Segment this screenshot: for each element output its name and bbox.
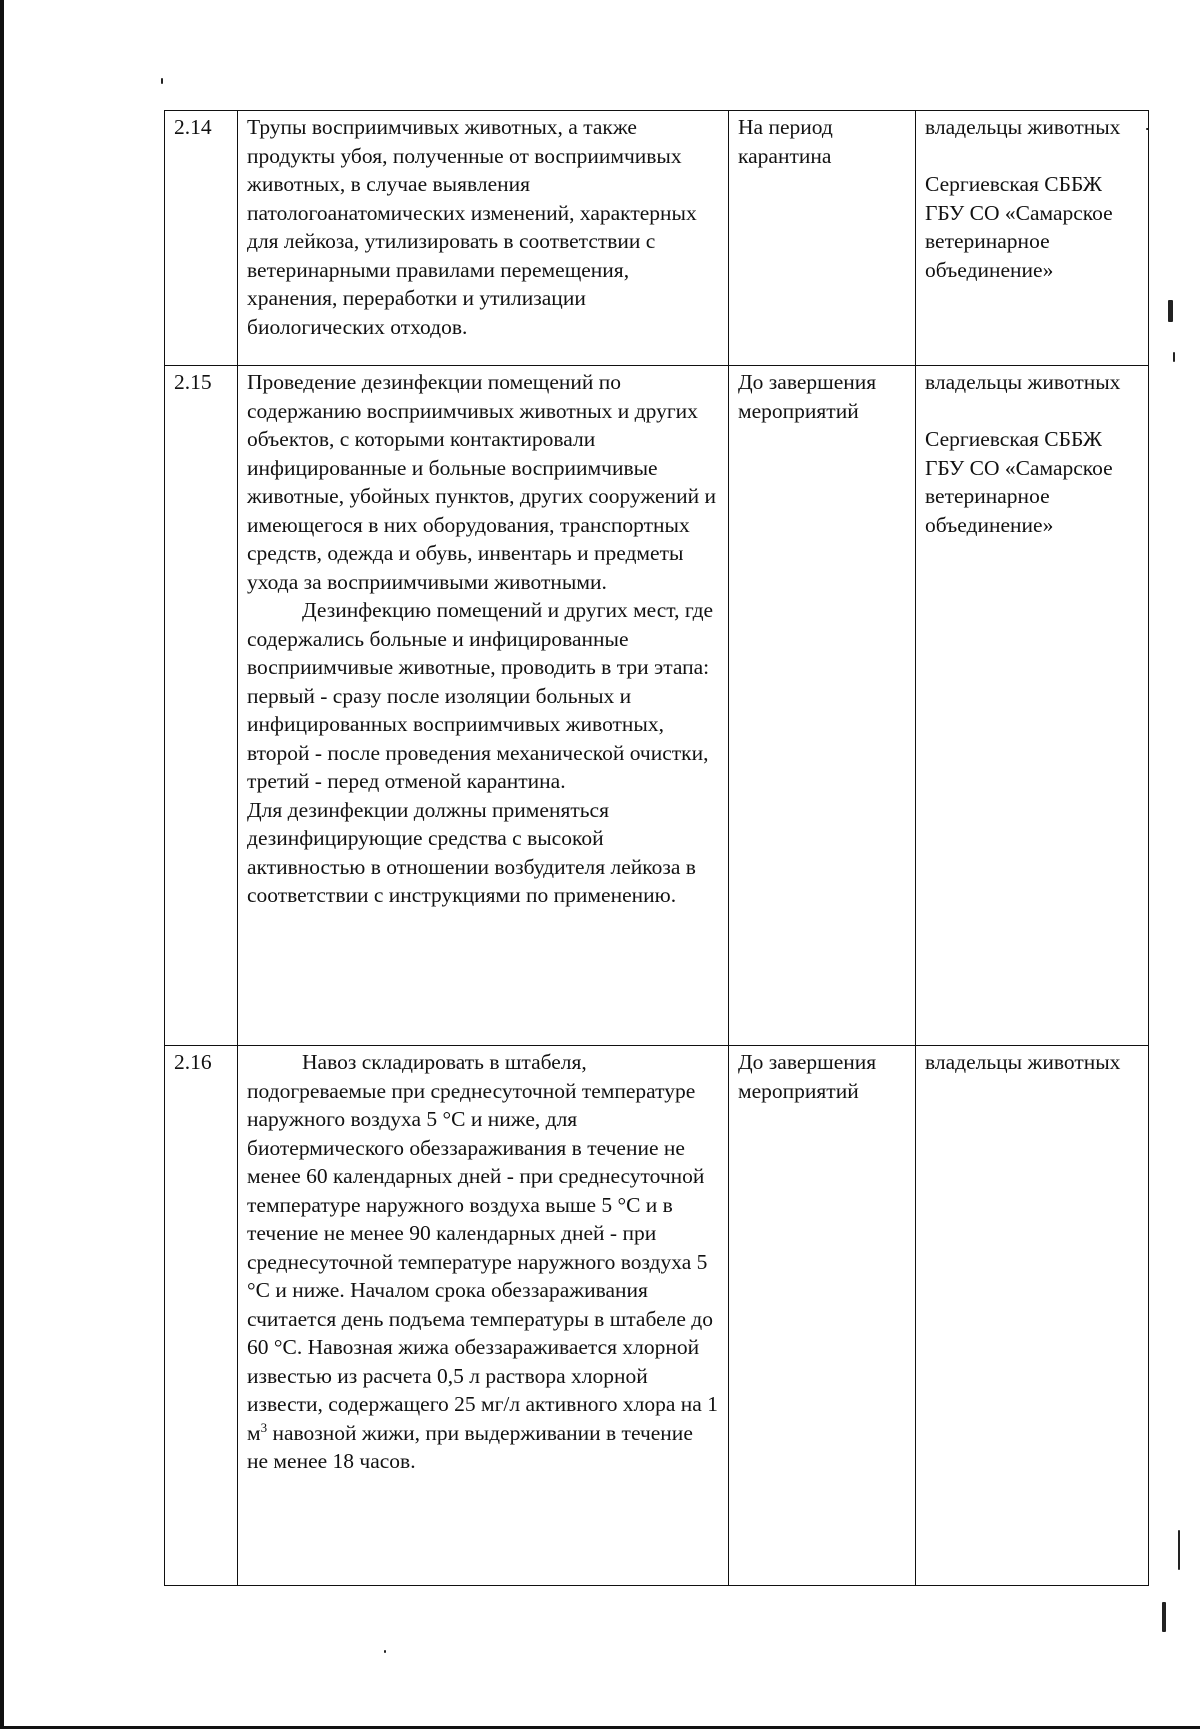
scan-speck bbox=[1168, 300, 1173, 322]
responsible-vet-service: Сергиевская СББЖ ГБУ СО «Самарское ветеринарное объединение» bbox=[925, 172, 1113, 282]
measure-text bbox=[238, 1046, 729, 1586]
superscript: 3 bbox=[260, 1419, 268, 1435]
row-number: 2.16 bbox=[165, 1046, 238, 1586]
measure-term: На период карантина bbox=[729, 111, 916, 366]
row-number: 2.14 bbox=[165, 111, 238, 366]
responsible-cell bbox=[916, 366, 1149, 1046]
measure-paragraph bbox=[247, 1048, 719, 1476]
table-row bbox=[165, 111, 1149, 366]
measure-text-part: навозной жижи, при выдерживании в течение не менее 18 часов. bbox=[247, 1420, 693, 1473]
table-row bbox=[165, 1046, 1149, 1586]
measure-paragraph: Дезинфекцию помещений и других мест, где содержались больные и инфицированные восприимчивые животные, проводить в три этапа: первый - сразу после изоляции больных и инфицированных восприимчивых животных, второй - после проведения механической очистки, третий - перед отменой карантина. bbox=[247, 598, 714, 793]
scan-speck bbox=[384, 1650, 386, 1653]
responsible-owners: владельцы животных bbox=[925, 370, 1121, 394]
measure-paragraph: Проведение дезинфекции помещений по содержанию восприимчивых животных и других объектов, с которыми контактировали инфицированные и больные восприимчивые животные, убойных пунктов, других сооружений и имеющегося в них оборудования, транспортных средств, одежда и обувь, инвентарь и предметы ухода за восприимчивыми животными. bbox=[247, 370, 716, 594]
table-row bbox=[165, 366, 1149, 1046]
responsible-owners: владельцы животных bbox=[925, 1050, 1121, 1074]
measure-paragraph: Для дезинфекции должны применяться дезинфицирующие средства с высокой активностью в отношении возбудителя лейкоза в соответствии с инструкциями по применению. bbox=[247, 797, 696, 907]
measure-term: До завершения мероприятий bbox=[729, 1046, 916, 1586]
measure-text: Трупы восприимчивых животных, а также продукты убоя, полученные от восприимчивых животных, в случае выявления патологоанатомических изменений, характерных для лейкоза, утилизировать в соответствии с ветеринарными правилами перемещения, хранения, переработки и утилизации биологических отходов. bbox=[238, 111, 729, 366]
row-number: 2.15 bbox=[165, 366, 238, 1046]
measure-term: До завершения мероприятий bbox=[729, 366, 916, 1046]
scan-left-edge bbox=[0, 0, 4, 1729]
responsible-vet-service: Сергиевская СББЖ ГБУ СО «Самарское ветеринарное объединение» bbox=[925, 427, 1113, 537]
scan-speck bbox=[1173, 352, 1175, 362]
scan-speck bbox=[1178, 1530, 1180, 1570]
responsible-cell bbox=[916, 111, 1149, 366]
responsible-cell bbox=[916, 1046, 1149, 1586]
measure-text-part: Навоз складировать в штабеля, подогреваемые при среднесуточной температуре наружного воздуха 5 °С и ниже, для биотермического обеззараживания в течение не менее 60 календарных дней - при среднесуточной температуре наружного воздуха выше 5 °С и в течение не менее 90 календарных дней - при среднесуточной температуре наружного воздуха 5 °С и ниже. Началом срока обеззараживания считается день подъема температуры в штабеле до 60 °С. Навозная жижа обеззараживается хлорной известью из расчета 0,5 л раствора хлорной извести, содержащего 25 мг/л активного хлора на 1 м bbox=[247, 1050, 718, 1445]
scan-speck bbox=[1162, 1602, 1166, 1632]
measures-table bbox=[164, 110, 1149, 1586]
responsible-owners: владельцы животных bbox=[925, 115, 1121, 139]
measure-text bbox=[238, 366, 729, 1046]
scan-speck bbox=[161, 78, 163, 84]
